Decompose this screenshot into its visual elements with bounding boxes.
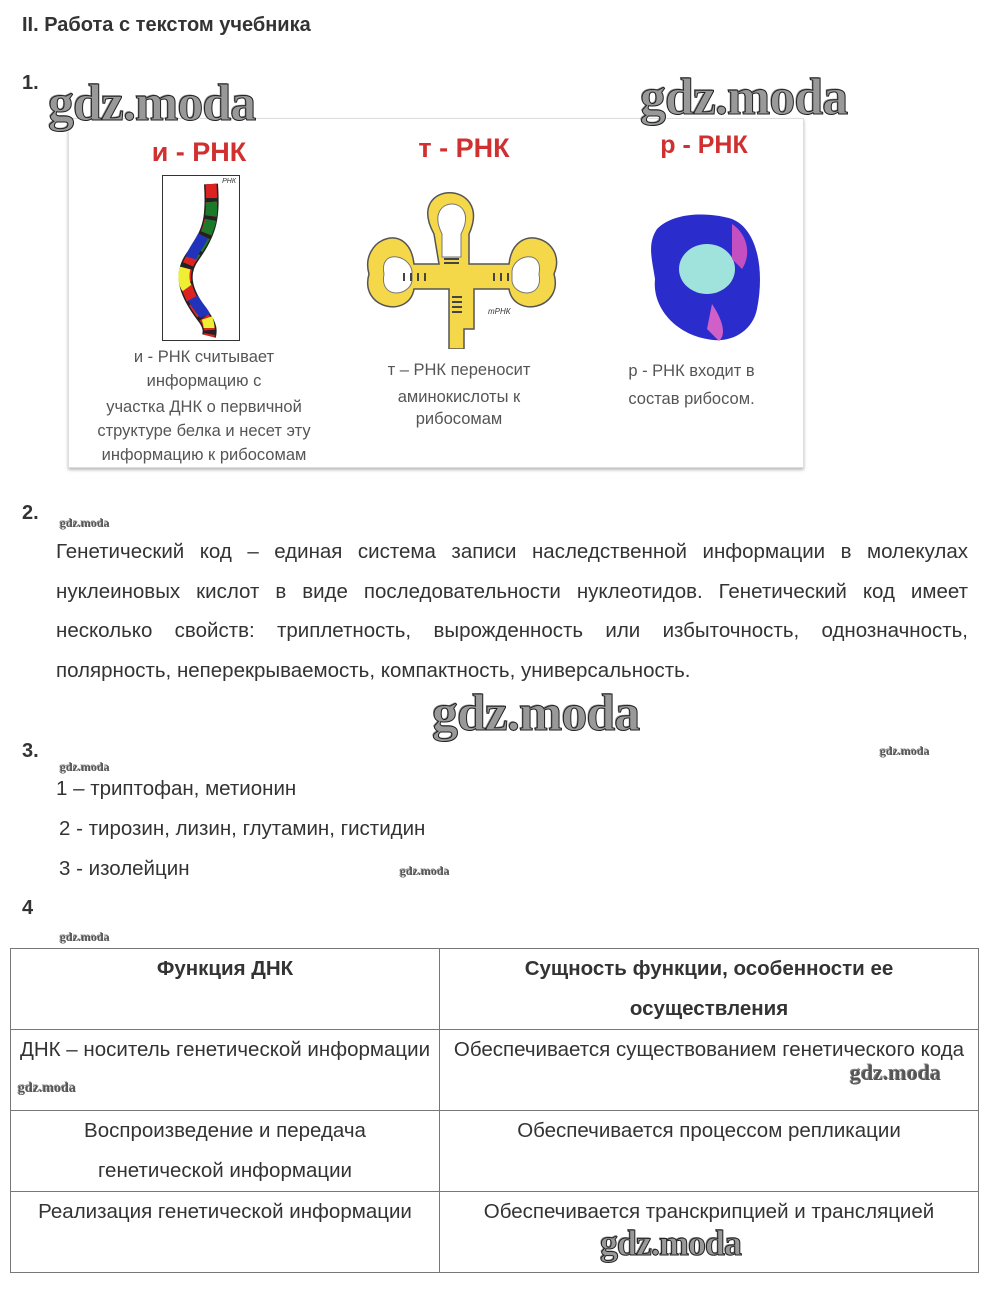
amino-acid-item: 2 - тирозин, лизин, глутамин, гистидин <box>59 817 426 840</box>
page-heading: II. Работа с текстом учебника <box>22 14 311 36</box>
genetic-code-paragraph: Генетический код – единая система записи наследственной информации в молекулах нуклеиновых кислот в виде последовательности нуклеотидов. Генетический код имеет несколько свойств: триплетность, вырожденность или избыточность, однозначность, полярность, неперекрываемость, компактность, универсальность. <box>56 540 968 682</box>
mrna-title: и - РНК <box>151 137 247 167</box>
table-cell: Реализация генетической информации <box>11 1192 440 1273</box>
trna-caption <box>359 357 559 433</box>
trna-diagram <box>364 189 564 349</box>
watermark: gdz.moda <box>60 516 110 530</box>
watermark: gdz.moda <box>850 1060 942 1085</box>
caption-line: аминокислоты к <box>397 388 521 406</box>
caption-line: т – РНК переносит <box>387 361 531 379</box>
trna-label: тРНК <box>488 307 511 316</box>
section-number-4: 4 <box>22 897 34 919</box>
table-row <box>11 1030 979 1111</box>
amino-acid-item: 3 - изолейцин <box>59 857 190 880</box>
watermark: gdz.moda <box>432 685 640 742</box>
table-cell: Воспроизведение и передача генетической информации <box>11 1111 440 1192</box>
trna-title: т - РНК <box>418 133 510 163</box>
dna-functions-table <box>10 948 979 1273</box>
rrna-caption <box>599 357 784 413</box>
watermark: gdz.moda <box>48 75 256 132</box>
table-cell: Обеспечивается существованием генетического кода <box>440 1030 979 1111</box>
amino-acid-item: 1 – триптофан, метионин <box>56 777 297 800</box>
rrna-title: р - РНК <box>660 131 748 159</box>
caption-line: р - РНК входит в <box>628 362 755 380</box>
mrna-strand-image <box>163 176 239 340</box>
watermark: gdz.moda <box>18 1081 76 1096</box>
mrna-diagram <box>162 175 240 341</box>
table-row <box>11 1192 979 1273</box>
header-function: Функция ДНК <box>11 949 440 1030</box>
table-cell: Обеспечивается процессом репликации <box>440 1111 979 1192</box>
table-header-row <box>11 949 979 1030</box>
mrna-caption <box>89 345 319 467</box>
rrna-ribosome-image <box>647 209 767 344</box>
section-number-2: 2. <box>22 502 39 524</box>
table-row <box>11 1111 979 1192</box>
caption-line: участка ДНК о первичной <box>106 398 302 416</box>
caption-line: и - РНК считывает <box>133 348 275 366</box>
watermark: gdz.moda <box>880 744 930 758</box>
watermark: gdz.moda <box>600 1223 742 1263</box>
watermark: gdz.moda <box>640 69 848 126</box>
caption-line: информацию с <box>146 372 262 390</box>
watermark: gdz.moda <box>400 864 450 878</box>
caption-line: рибосомам <box>415 410 503 428</box>
trna-cloverleaf-image <box>364 189 564 349</box>
rna-types-figure <box>68 118 804 468</box>
caption-line: структуре белка и несет эту <box>97 422 311 440</box>
watermark: gdz.moda <box>60 930 110 944</box>
mrna-label: РНК <box>222 178 236 185</box>
header-essence: Сущность функции, особенности ее осуществления <box>440 949 979 1030</box>
table-cell: ДНК – носитель генетической информации <box>11 1030 440 1111</box>
caption-line: состав рибосом. <box>628 390 755 408</box>
section-number-3: 3. <box>22 740 39 762</box>
table-cell: Обеспечивается транскрипцией и трансляцией <box>440 1192 979 1273</box>
section-number-1: 1. <box>22 72 39 94</box>
watermark: gdz.moda <box>60 760 110 774</box>
caption-line: информацию к рибосомам <box>101 446 307 464</box>
